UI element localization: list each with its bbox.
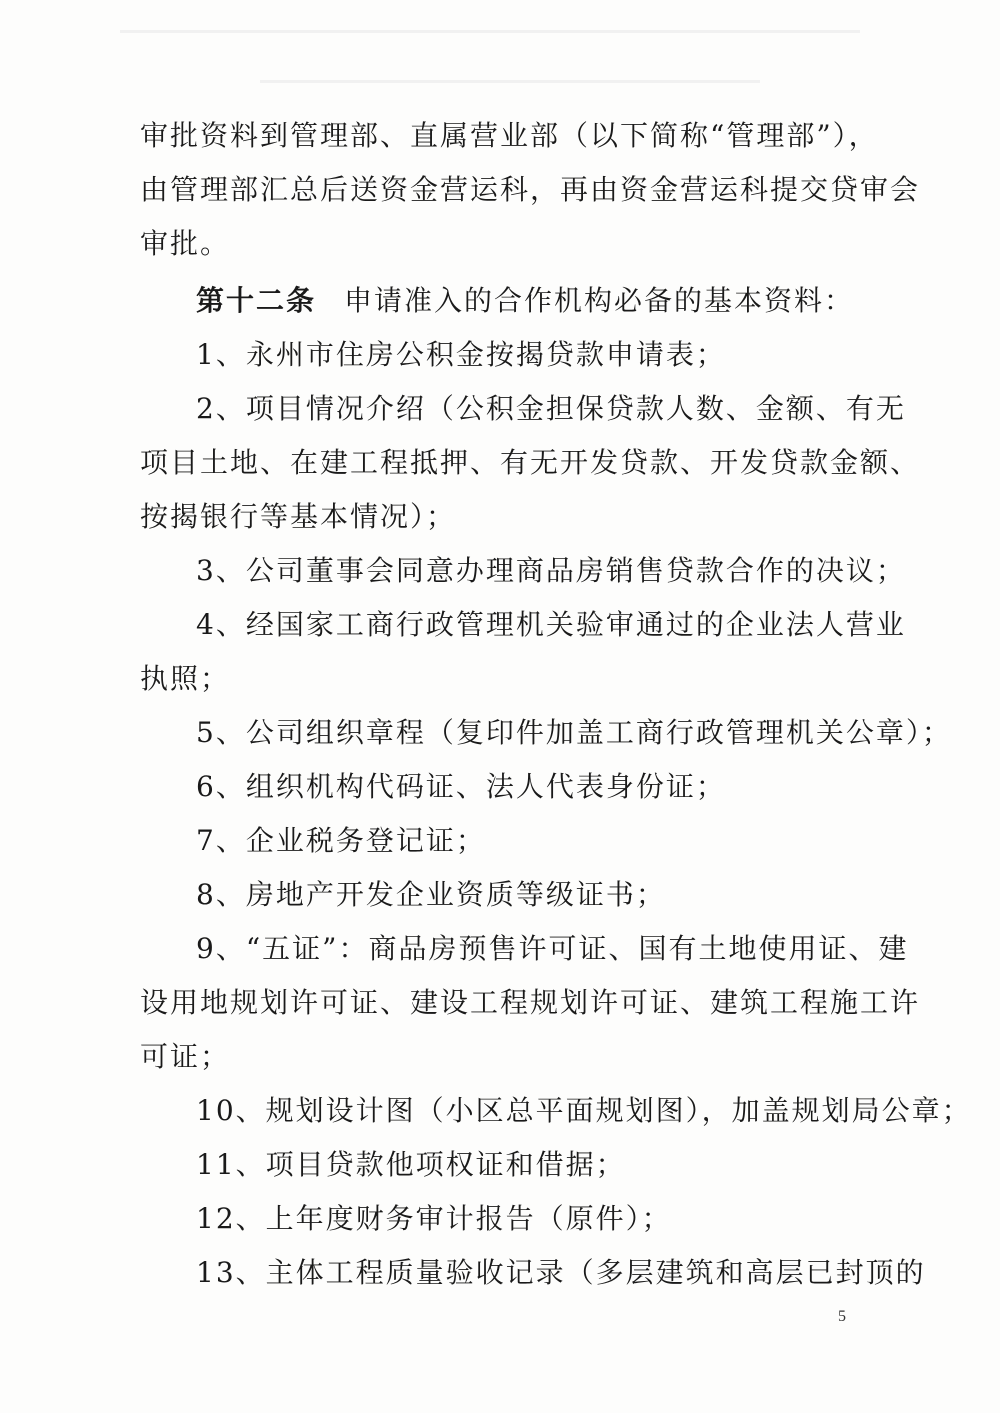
article-line: [196, 283, 916, 319]
article-heading: 第十二条: [196, 284, 317, 317]
list-item: 11、项目贷款他项权证和借据；: [196, 1148, 626, 1181]
bleed-through-mark: [120, 30, 860, 33]
list-item: 12、上年度财务审计报告（原件）；: [196, 1202, 672, 1235]
list-item: 9、“五证”：商品房预售许可证、国有土地使用证、建: [196, 932, 909, 965]
list-item-continuation: 可证；: [140, 1040, 231, 1073]
list-item-continuation: 项目土地、在建工程抵押、有无开发贷款、开发贷款金额、: [140, 446, 921, 479]
list-item: 1、永州市住房公积金按揭贷款申请表；: [196, 338, 726, 371]
page-number: 5: [838, 1308, 846, 1325]
list-item: 7、企业税务登记证；: [196, 824, 486, 857]
list-item: 5、公司组织章程（复印件加盖工商行政管理机关公章）；: [196, 716, 952, 749]
list-item-continuation: 设用地规划许可证、建设工程规划许可证、建筑工程施工许: [140, 986, 921, 1019]
list-item: 13、主体工程质量验收记录（多层建筑和高层已封顶的: [196, 1256, 926, 1289]
list-item: 3、公司董事会同意办理商品房销售贷款合作的决议；: [196, 554, 906, 587]
list-item: 4、经国家工商行政管理机关验审通过的企业法人营业: [196, 608, 906, 641]
paragraph-line: 审批资料到管理部、直属营业部（以下简称“管理部”），: [140, 119, 879, 152]
bleed-through-mark: [260, 80, 760, 83]
list-item-continuation: 执照；: [140, 662, 231, 695]
list-item: 10、规划设计图（小区总平面规划图），加盖规划局公章；: [196, 1094, 972, 1127]
list-item: 8、房地产开发企业资质等级证书；: [196, 878, 666, 911]
list-item: 6、组织机构代码证、法人代表身份证；: [196, 770, 726, 803]
paragraph-line: 审批。: [140, 227, 231, 260]
list-item-continuation: 按揭银行等基本情况）；: [140, 500, 457, 533]
paragraph-line: 由管理部汇总后送资金营运科，再由资金营运科提交贷审会: [140, 173, 921, 206]
list-item: 2、项目情况介绍（公积金担保贷款人数、金额、有无: [196, 392, 906, 425]
article-text: 申请准入的合作机构必备的基本资料：: [344, 284, 855, 317]
